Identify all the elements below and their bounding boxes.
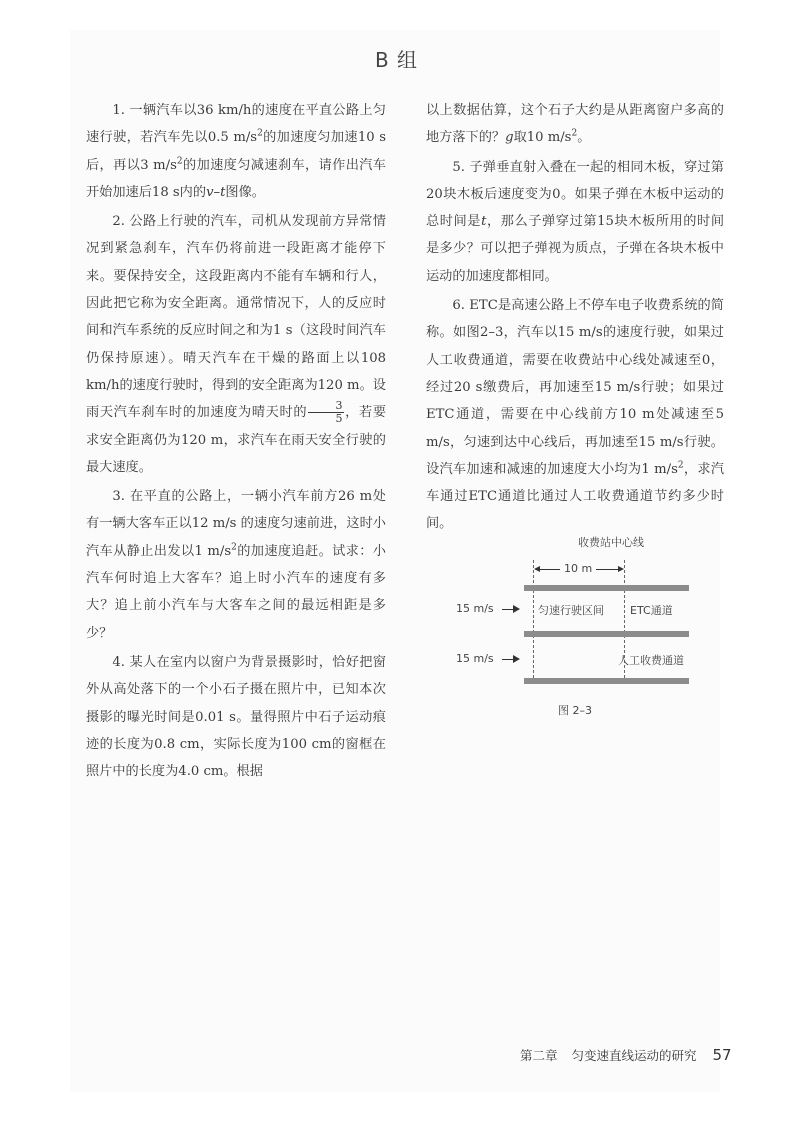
page-footer xyxy=(520,1046,732,1064)
arrow-right-icon xyxy=(513,655,520,663)
problem-3-text-b: 的加速度追赶。试求：小汽车何时追上大客车？追上时小汽车的速度有多大？追上前小汽车与大客车之间的最远相距是多少？ xyxy=(86,543,386,641)
exponent: 2 xyxy=(677,460,684,471)
problem-4-text-d: 。 xyxy=(577,130,591,146)
fraction xyxy=(308,400,343,425)
problem-3 xyxy=(86,483,386,647)
problem-6-text-a: 6. ETC是高速公路上不停车电子收费系统的简称。如图2–3，汽车以15 m/s的速度行驶，如果过人工收费通道，需要在收费站中心线处减速至0，经过20 s缴费后，再加速至15 m/s行驶；如果过ETC通道，需要在中心线前方10 m处减速至5 m/s，匀速到达中心线后，再加速至15 m/s行驶。设汽车加速和减速的加速度大小均为1 m/s xyxy=(426,298,724,477)
speed-label-bottom: 15 m/s xyxy=(456,652,494,665)
problem-6-text-b: ，求汽车通过ETC通道比通过人工收费通道节约多少时间。 xyxy=(426,461,725,532)
problem-5-text-a: 5. 子弹垂直射入叠在一起的相同木板，穿过第20块木板后速度变为0。如果子弹在木板中运动的总时间是 xyxy=(426,159,724,230)
fraction-denominator: 5 xyxy=(335,412,343,426)
problem-4-continued xyxy=(426,97,724,152)
problem-3-text-a: 3. 在平直的公路上，一辆小汽车前方26 m处有一辆大客车正以12 m/s 的速度匀速前进，这时小汽车从静止出发以1 m/s xyxy=(86,489,386,559)
problem-1 xyxy=(86,97,386,206)
distance-label: 10 m xyxy=(564,562,593,575)
exponent: 2 xyxy=(571,128,578,139)
figure-caption: 图 2–3 xyxy=(558,704,592,717)
manual-lane-label: 人工收费通道 xyxy=(618,654,684,667)
exponent: 2 xyxy=(257,128,263,139)
problem-4-text-b: 以上数据估算，这个石子大约是从距离窗户多高的地方落下的？ xyxy=(426,103,724,146)
dimension-line-left xyxy=(540,569,560,570)
t-symbol: t xyxy=(481,214,487,230)
problem-5-text-b: ，那么子弹穿过第15块木板所用的时间是多少？可以把子弹视为质点，子弹在各块木板中运动的加速度都相同。 xyxy=(426,214,725,284)
fraction-numerator: 3 xyxy=(308,400,343,413)
problem-2 xyxy=(86,208,386,481)
etc-lane-label: ETC通道 xyxy=(630,604,673,617)
g-symbol: g xyxy=(505,130,514,146)
problem-2-text-b: ，若要求安全距离仍为120 m，求汽车在雨天安全行驶的最大速度。 xyxy=(86,405,387,475)
page-number: 57 xyxy=(712,1046,732,1064)
dimension-line-right xyxy=(596,569,618,570)
lane-divider-middle xyxy=(524,631,689,637)
problem-5 xyxy=(426,154,724,290)
lane-divider-top xyxy=(524,585,689,591)
etc-start-line xyxy=(533,560,534,678)
problem-2-text-a: 2. 公路上行驶的汽车，司机从发现前方异常情况到紧急刹车，汽车仍将前进一段距离才能停下来。要保持安全，这段距离内不能有车辆和行人，因此把它称为安全距离。通常情况下，人的反应时间和汽车系统的反应时间之和为1 s（这段时间汽车仍保持原速）。晴天汽车在干燥的路面上以108 km/h的速度行驶时，得到的安全距离为120 m。设雨天汽车刹车时的加速度为晴天时的 xyxy=(86,214,386,421)
problem-6 xyxy=(426,292,724,538)
exponent: 2 xyxy=(231,542,237,553)
problem-1-text-a: 1. 一辆汽车以36 km/h的速度在平直公路上匀速行驶，若汽车先以0.5 m/s xyxy=(86,103,386,146)
left-column xyxy=(86,97,386,787)
exponent: 2 xyxy=(176,156,183,167)
figure-2-3 xyxy=(440,530,700,720)
vt-symbol: v–t xyxy=(206,184,226,200)
arrow-right-icon xyxy=(513,605,520,613)
problem-1-text-d: 图像。 xyxy=(225,184,265,200)
problem-4 xyxy=(86,649,386,785)
section-title: B 组 xyxy=(374,48,419,72)
problem-1-text-b: 的加速度匀加速10 s后，再以3 m/s xyxy=(86,130,386,173)
uniform-zone-label: 匀速行驶区间 xyxy=(538,604,604,617)
speed-label-top: 15 m/s xyxy=(456,602,494,615)
chapter-title: 匀变速直线运动的研究 xyxy=(571,1048,697,1063)
center-line-label: 收费站中心线 xyxy=(578,536,644,549)
problem-4-text-c: 取10 m/s xyxy=(513,130,572,146)
problem-1-text-c: 的加速度匀减速刹车，请作出汽车开始加速后18 s内的 xyxy=(86,157,386,200)
problem-4-text-a: 4. 某人在室内以窗户为背景摄影时，恰好把窗外从高处落下的一个小石子摄在照片中，已知本次摄影的曝光时间是0.01 s。量得照片中石子运动痕迹的长度为0.8 cm，实际长度为100 cm的窗框在照片中的长度为4.0 cm。根据 xyxy=(86,654,386,780)
chapter-number: 第二章 xyxy=(520,1048,558,1063)
right-column xyxy=(426,97,724,540)
lane-divider-bottom xyxy=(524,678,689,684)
